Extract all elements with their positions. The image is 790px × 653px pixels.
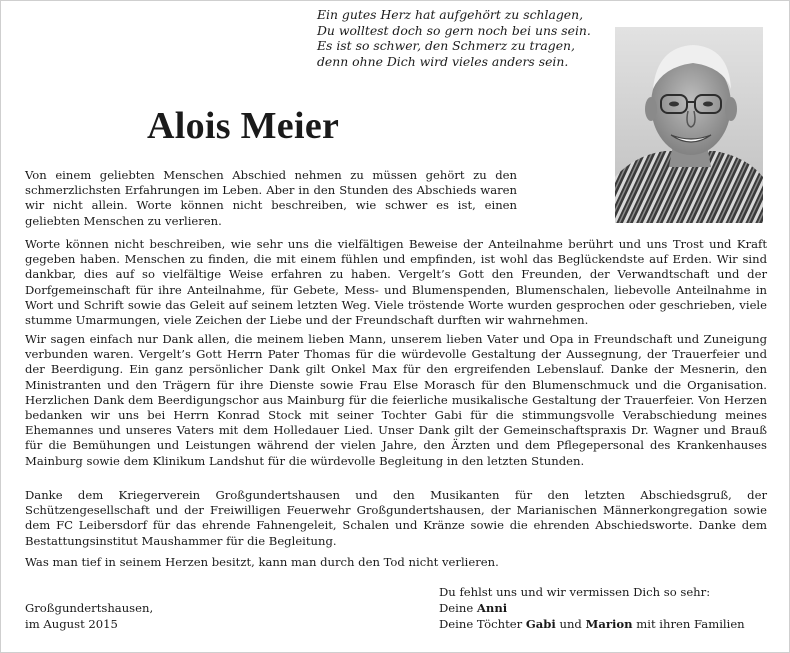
portrait-photo <box>615 27 763 223</box>
memorial-poem <box>317 7 607 69</box>
closing-line: Du fehlst uns und wir vermissen Dich so sehr: <box>439 585 711 599</box>
wife-prefix: Deine <box>439 601 474 615</box>
family-signature <box>439 601 745 632</box>
signature-wife <box>439 601 745 617</box>
thanks-paragraph-3: Danke dem Kriegerverein Großgundertshausen und den Musikanten für den letzten Abschiedsgruß, der Schützengesellschaft und der Freiwilligen Feuerwehr Großgundertshausen, der Marianischen Männerkongregation sowie dem FC Leibersdorf für das ehrende Fahnengeleit, Schalen und Kränze sowie die ehrenden Abschiedsworte. Danke dem Bestattungsinstitut Maushammer für die Begleitung. <box>25 488 767 548</box>
poem-line: Du wolltest doch so gern noch bei uns sein. <box>317 22 591 38</box>
date: im August 2015 <box>25 616 118 631</box>
thanks-paragraph-1: Worte können nicht beschreiben, wie sehr uns die vielfältigen Beweise der Anteilnahme berührt und uns Trost und Kraft gegeben haben. Menschen zu finden, die mit einem fühlen und empfinden, ist wohl das Beglückendste auf Erden. Wir sind dankbar, dies auf so vielfältige Weise erfahren zu haben. Vergelt’s Gott den Freunden, der Verwandtschaft und der Dorfgemeinschaft für ihre Anteilnahme, für Gebete, Mess- und Blumenspenden, Blumenschalen, liebevolle Anteilnahme in Wort und Schrift sowie das Geleit auf seinem letzten Weg. Viele tröstende Worte wurden gesprochen oder geschrieben, viele stumme Umarmungen, viele Zeichen der Liebe und der Freundschaft durften wir wahrnehmen. <box>25 237 767 328</box>
signature-suffix: mit ihren Familien <box>636 616 745 631</box>
closing-quote: Was man tief in seinem Herzen besitzt, kann man durch den Tod nicht verlieren. <box>25 555 499 569</box>
wife-name: Anni <box>476 601 508 615</box>
child-name-2: Marion <box>585 616 633 631</box>
thanks-paragraph-2: Wir sagen einfach nur Dank allen, die meinem lieben Mann, unserem lieben Vater und Opa in Freundschaft und Zuneigung verbunden waren. Vergelt’s Gott Herrn Pater Thomas für die würdevolle Gestaltung der Aussegnung, der Trauerfeier und der Beerdigung. Ein ganz persönlicher Dank gilt Onkel Max für den ergreifenden Lebenslauf. Danke der Mesnerin, den Ministranten und den Trägern für ihre Dienste sowie Frau Else Morasch für den Blumenschmuck und die Organisation. Herzlichen Dank dem Beerdigungschor aus Mainburg für die feierliche musikalische Gestaltung der Trauerfeier. Von Herzen bedanken wir uns bei Herrn Konrad Stock mit seiner Tochter Gabi für die stimmungsvolle Verabschiedung meines Ehemannes und unseres Vaters mit dem Holledauer Lied. Unser Dank gilt der Gemeinschaftspraxis Dr. Wagner und Brauß für die Bemühungen und Leistungen während der vielen Jahre, den Ärzten und dem Pflegepersonal des Krankenhauses Mainburg sowie dem Klinikum Landshut für die würdevolle Begleitung in den letzten Stunden. <box>25 332 767 468</box>
place: Großgundertshausen, <box>25 601 154 615</box>
intro-paragraph: Von einem geliebten Menschen Abschied nehmen zu müssen gehört zu den schmerzlichsten Erfahrungen im Leben. Aber in den Stunden des Abschieds waren wir nicht allein. Worte können nicht beschreiben, wie schwer es ist, einen geliebten Menschen zu verlieren. <box>25 168 517 228</box>
children-prefix: Deine Töchter <box>439 616 523 631</box>
poem-line: denn ohne Dich wird vieles anders sein. <box>317 53 569 69</box>
poem-line: Ein gutes Herz hat aufgehört zu schlagen, <box>317 7 584 22</box>
place-and-date <box>25 601 153 632</box>
deceased-name: Alois Meier <box>147 105 340 147</box>
signature-children <box>439 617 745 633</box>
child-name-1: Gabi <box>525 616 556 631</box>
poem-line: Es ist so schwer, den Schmerz zu tragen, <box>317 38 575 54</box>
conjunction: und <box>559 616 582 631</box>
